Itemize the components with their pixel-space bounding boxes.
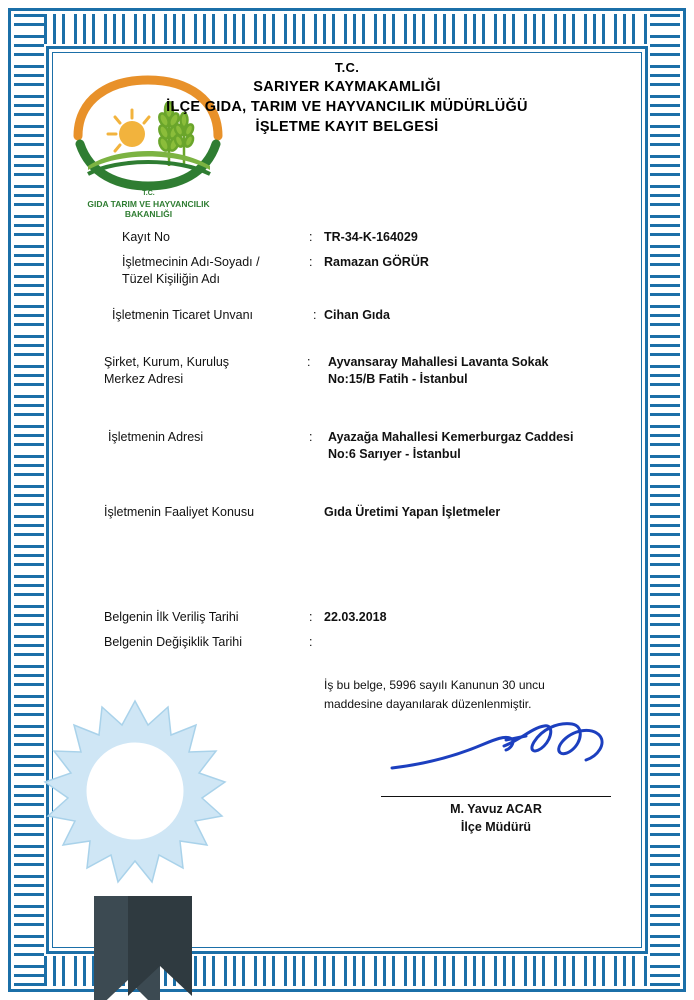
field-row-kayit-no bbox=[56, 228, 638, 250]
seal-rosette-icon bbox=[32, 696, 282, 1000]
field-label: Belgenin İlk Veriliş Tarihi bbox=[104, 610, 239, 624]
field-label: İşletmenin Faaliyet Konusu bbox=[104, 505, 255, 519]
field-list bbox=[56, 228, 638, 658]
signatory-name: M. Yavuz ACAR bbox=[450, 802, 542, 816]
field-colon: : bbox=[309, 610, 313, 624]
legal-note-line-1: İş bu belge, 5996 sayılı Kanunun 30 uncu bbox=[324, 678, 545, 692]
field-value: Gıda Üretimi Yapan İşletmeler bbox=[324, 505, 501, 519]
meander-border-right bbox=[650, 14, 680, 986]
meander-border-top bbox=[14, 14, 680, 44]
spacer bbox=[56, 594, 638, 608]
field-label: Belgenin Değişiklik Tarihi bbox=[104, 635, 243, 649]
field-row-ticaret-unvani bbox=[56, 306, 638, 328]
header-line-1: SARIYER KAYMAKAMLIĞI bbox=[253, 79, 441, 95]
field-row-merkez-adresi bbox=[56, 353, 638, 389]
legal-note bbox=[324, 676, 654, 713]
certificate-content bbox=[56, 56, 638, 944]
field-label: İşletmenin Adresi bbox=[108, 430, 204, 444]
logo-caption-line2: BAKANLIĞI bbox=[124, 209, 173, 220]
spacer bbox=[56, 292, 638, 306]
field-row-isletme-adresi bbox=[56, 428, 638, 464]
signatory-title: İlçe Müdürü bbox=[460, 820, 532, 834]
field-label: Şirket, Kurum, Kuruluş bbox=[104, 355, 230, 369]
field-row-faaliyet-konusu bbox=[56, 503, 638, 525]
field-label-second-line: Merkez Adresi bbox=[104, 372, 184, 386]
logo-caption-tc: T.C. bbox=[142, 190, 155, 197]
logo-caption-line1: GIDA TARIM VE HAYVANCILIK bbox=[87, 198, 210, 209]
field-colon: : bbox=[313, 308, 317, 322]
spacer bbox=[56, 392, 638, 414]
field-label: İşletmecinin Adı-Soyadı / bbox=[122, 255, 260, 269]
field-colon: : bbox=[309, 230, 313, 244]
field-colon: : bbox=[309, 635, 313, 649]
field-colon: : bbox=[309, 430, 313, 444]
field-label: İşletmenin Ticaret Unvanı bbox=[112, 308, 254, 322]
field-row-degisiklik-tarihi bbox=[56, 633, 638, 655]
spacer bbox=[56, 467, 638, 489]
field-colon: : bbox=[309, 255, 313, 269]
spacer bbox=[56, 528, 638, 550]
field-value-second-line: No:6 Sarıyer - İstanbul bbox=[328, 447, 461, 461]
spacer bbox=[56, 414, 638, 428]
field-value: Ayvansaray Mahallesi Lavanta Sokak bbox=[328, 355, 549, 369]
spacer bbox=[56, 489, 638, 503]
field-value: Ayazağa Mahallesi Kemerburgaz Caddesi bbox=[328, 430, 574, 444]
document-header bbox=[56, 60, 638, 135]
header-line-2: İLÇE GIDA, TARIM VE HAYVANCILIK MÜDÜRLÜĞÜ bbox=[166, 99, 528, 115]
field-value: TR-34-K-164029 bbox=[324, 230, 418, 244]
header-tc: T.C. bbox=[334, 60, 360, 75]
handwritten-signature-icon bbox=[386, 716, 616, 786]
field-value: Ramazan GÖRÜR bbox=[324, 255, 429, 269]
field-row-ilk-verilis-tarihi bbox=[56, 608, 638, 630]
spacer bbox=[56, 331, 638, 353]
field-colon: : bbox=[307, 355, 311, 369]
field-row-isletmeci-adi bbox=[56, 253, 638, 289]
field-label-second-line: Tüzel Kişiliğin Adı bbox=[122, 272, 220, 286]
spacer bbox=[56, 572, 638, 594]
field-value: Cihan Gıda bbox=[324, 308, 390, 322]
ministry-logo-caption bbox=[66, 190, 231, 220]
header-line-3: İŞLETME KAYIT BELGESİ bbox=[255, 119, 439, 135]
field-value-second-line: No:15/B Fatih - İstanbul bbox=[328, 372, 468, 386]
official-seal bbox=[32, 696, 282, 1000]
field-label: Kayıt No bbox=[122, 230, 170, 244]
signature-line bbox=[381, 796, 611, 797]
legal-note-line-2: maddesine dayanılarak düzenlenmiştir. bbox=[324, 696, 532, 711]
field-value: 22.03.2018 bbox=[324, 610, 387, 624]
spacer bbox=[56, 550, 638, 572]
